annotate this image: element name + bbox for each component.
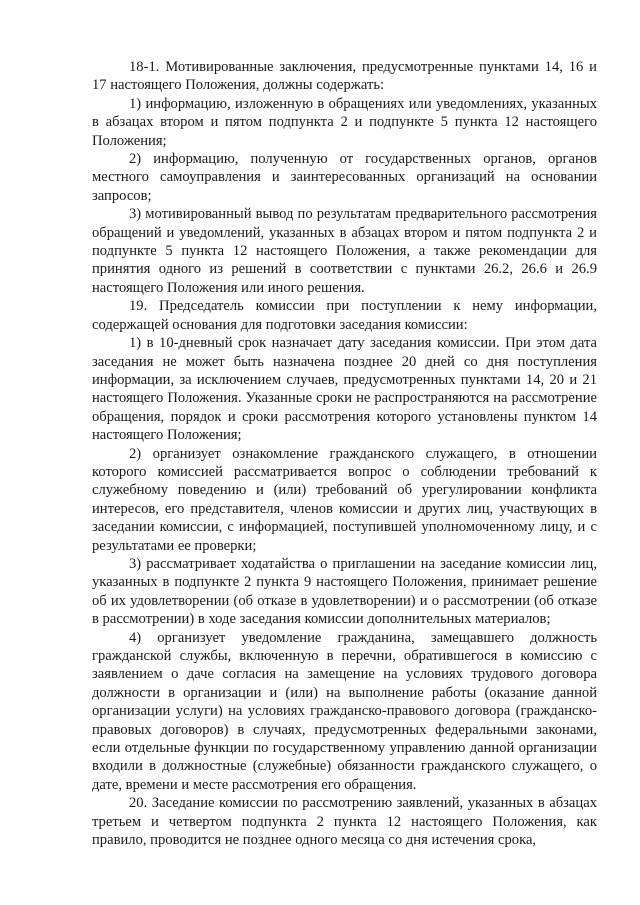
paragraph-19-item-3: 3) рассматривает ходатайства о приглашении на заседание комиссии лиц, указанных в подпункте 2 пункта 9 настоящего Положения, принимает решение об их удовлетворении (об отказе в удовлетворении) и о рассмотрении (об отказе в рассмотрении) в ходе заседания комиссии дополнительных материалов;	[92, 555, 597, 628]
paragraph-19: 19. Председатель комиссии при поступлении к нему информации, содержащей основания для подготовки заседания комиссии:	[92, 298, 597, 333]
paragraph-18-1-item-1: 1) информацию, изложенную в обращениях или уведомлениях, указанных в абзацах втором и пятом подпункта 2 и подпункте 5 пункта 12 настоящего Положения;	[92, 95, 597, 149]
paragraph-20: 20. Заседание комиссии по рассмотрению заявлений, указанных в абзацах третьем и четвертом подпункта 2 пункта 12 настоящего Положения, как правило, проводится не позднее одного месяца со дня истечения срока,	[92, 795, 597, 849]
paragraph-18-1-item-3: 3) мотивированный вывод по результатам предварительного рассмотрения обращений и уведомлений, указанных в абзацах втором и пятом подпункта 2 и подпункте 5 пункта 12 настоящего Положения, а также рекомендации для принятия одного из решений в соответствии с пунктами 26.2, 26.6 и 26.9 настоящего Положения или иного решения.	[92, 206, 597, 296]
paragraph-19-item-4: 4) организует уведомление гражданина, замещавшего должность гражданской службы, включенную в перечни, обратившегося в комиссию с заявлением о даче согласия на замещение на условиях трудового договора должности в организации и (или) на выполнение работы (оказание данной организации услуги) на условиях гражданско-правового договора (гражданско-правовых договоров) в случаях, предусмотренных федеральными законами, если отдельные функции по государственному управлению данной организации входили в должностные (служебные) обязанности гражданского служащего, о дате, времени и месте рассмотрения его обращения.	[92, 629, 597, 793]
document-text	[92, 58, 597, 849]
paragraph-18-1-item-2: 2) информацию, полученную от государственных органов, органов местного самоуправления и заинтересованных организаций на основании запросов;	[92, 151, 597, 204]
paragraph-18-1: 18-1. Мотивированные заключения, предусмотренные пунктами 14, 16 и 17 настоящего Положения, должны содержать:	[92, 59, 597, 94]
paragraph-19-item-2: 2) организует ознакомление гражданского служащего, в отношении которого комиссией рассматривается вопрос о соблюдении требований к служебному поведению и (или) требований об урегулировании конфликта интересов, его представителя, членов комиссии и других лиц, участвующих в заседании комиссии, с информацией, поступившей уполномоченному лицу, и с результатами ее проверки;	[92, 445, 597, 554]
paragraph-19-item-1: 1) в 10-дневный срок назначает дату заседания комиссии. При этом дата заседания не может быть назначена позднее 20 дней со дня поступления информации, за исключением случаев, предусмотренных пунктами 14, 20 и 21 настоящего Положения. Указанные сроки не распространяются на рассмотрение обращения, порядок и сроки рассмотрения которого установлены пунктом 14 настоящего Положения;	[92, 335, 597, 444]
